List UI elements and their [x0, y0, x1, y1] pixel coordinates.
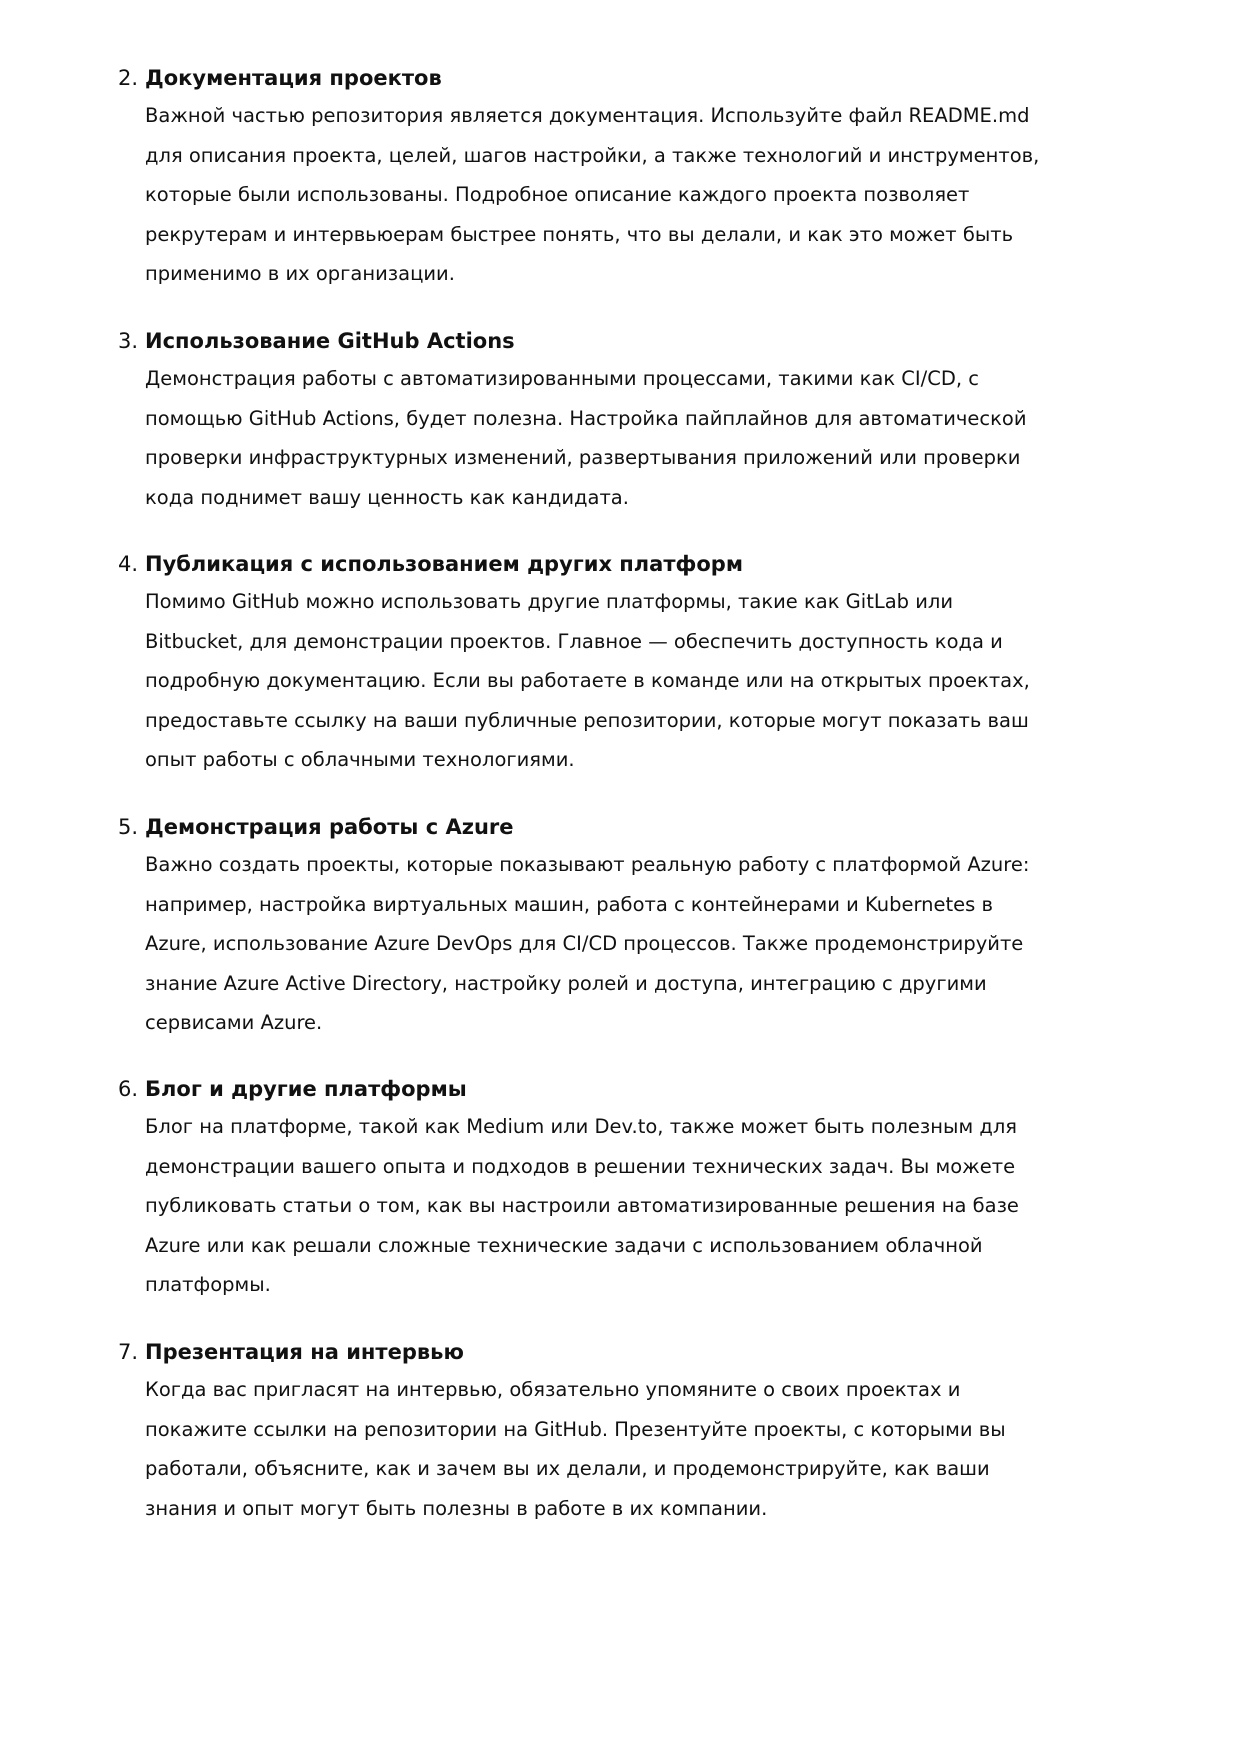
body-line: рекрутерам и интервьюерам быстрее понять, что вы делали, и как это может быть	[145, 222, 1014, 246]
list-item-title: Презентация на интервью	[145, 1340, 464, 1364]
list-item-number: 6.	[118, 1077, 139, 1101]
body-line: покажите ссылки на репозитории на GitHub. Презентуйте проекты, с которыми вы	[145, 1417, 1006, 1441]
list-item-body	[145, 1107, 1155, 1305]
list-item-number: 5.	[118, 815, 139, 839]
list-item-body	[145, 845, 1155, 1043]
body-line: помощью GitHub Actions, будет полезна. Настройка пайплайнов для автоматической	[145, 406, 1027, 430]
body-line: платформы.	[145, 1273, 271, 1297]
body-line: Azure или как решали сложные технические задачи с использованием облачной	[145, 1233, 983, 1257]
body-line: демонстрации вашего опыта и подходов в решении технических задач. Вы можете	[145, 1154, 1016, 1178]
list-item-title: Блог и другие платформы	[145, 1077, 467, 1101]
list-item-title: Документация проектов	[145, 66, 442, 90]
list-item-heading	[118, 60, 1148, 96]
body-line: Важно создать проекты, которые показывают реальную работу с платформой Azure:	[145, 853, 1030, 876]
body-line: сервисами Azure.	[145, 1011, 323, 1035]
body-line: Azure, использование Azure DevOps для CI/CD процессов. Также продемонстрируйте	[145, 932, 1024, 956]
list-item-heading	[118, 323, 1148, 359]
list-item-body	[145, 96, 1155, 294]
list-item-heading	[118, 1334, 1148, 1370]
body-line: Важной частью репозитория является документация. Используйте файл README.md	[145, 104, 1030, 127]
body-line: знание Azure Active Directory, настройку ролей и доступа, интеграцию с другими	[145, 971, 987, 995]
body-line: применимо в их организации.	[145, 262, 455, 286]
body-line: Bitbucket, для демонстрации проектов. Главное — обеспечить доступность кода и	[145, 629, 1003, 653]
body-line: для описания проекта, целей, шагов настройки, а также технологий и инструментов,	[145, 143, 1040, 167]
list-item-body	[145, 1370, 1155, 1528]
body-line: Когда вас пригласят на интервью, обязательно упомяните о своих проектах и	[145, 1378, 961, 1401]
body-line: предоставьте ссылку на ваши публичные репозитории, которые могут показать ваш	[145, 708, 1029, 732]
body-line: которые были использованы. Подробное описание каждого проекта позволяет	[145, 183, 970, 207]
body-line: публиковать статьи о том, как вы настроили автоматизированные решения на базе	[145, 1194, 1019, 1218]
list-item-body	[145, 359, 1155, 517]
list-item-number: 4.	[118, 552, 139, 576]
body-line: знания и опыт могут быть полезны в работе в их компании.	[145, 1496, 768, 1520]
body-line: Помимо GitHub можно использовать другие платформы, такие как GitLab или	[145, 590, 954, 613]
list-item-heading	[118, 809, 1148, 845]
body-line: работали, объясните, как и зачем вы их делали, и продемонстрируйте, как ваши	[145, 1457, 990, 1481]
body-line: кода поднимет вашу ценность как кандидата.	[145, 485, 629, 509]
body-line: Демонстрация работы с автоматизированными процессами, такими как CI/CD, с	[145, 367, 979, 390]
list-item	[118, 1334, 1148, 1528]
list-item	[118, 323, 1148, 517]
body-line: Блог на платформе, такой как Medium или Dev.to, также может быть полезным для	[145, 1115, 1018, 1138]
list-item-title: Демонстрация работы с Azure	[145, 815, 514, 839]
list-item-heading	[118, 546, 1148, 582]
body-line: подробную документацию. Если вы работаете в команде или на открытых проектах,	[145, 669, 1030, 693]
list-item-title: Публикация с использованием других платформ	[145, 552, 743, 576]
list-item-heading	[118, 1071, 1148, 1107]
list-item	[118, 809, 1148, 1043]
list-item	[118, 1071, 1148, 1305]
list-item-number: 3.	[118, 329, 139, 353]
list-item	[118, 60, 1148, 294]
list-item-body	[145, 582, 1155, 780]
list-item-number: 2.	[118, 66, 139, 90]
body-line: проверки инфраструктурных изменений, развертывания приложений или проверки	[145, 446, 1021, 470]
list-item	[118, 546, 1148, 780]
list-item-number: 7.	[118, 1340, 139, 1364]
list-item-title: Использование GitHub Actions	[145, 329, 515, 353]
body-line: например, настройка виртуальных машин, работа с контейнерами и Kubernetes в	[145, 892, 994, 916]
body-line: опыт работы с облачными технологиями.	[145, 748, 575, 772]
